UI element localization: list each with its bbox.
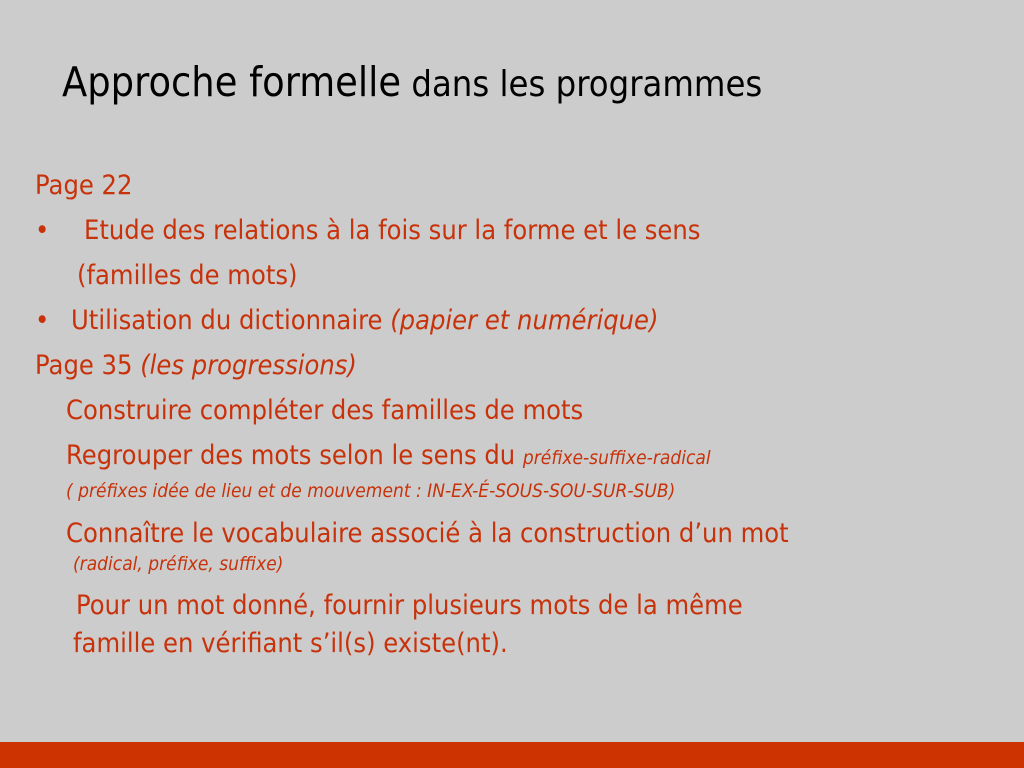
- page35-italic: (les progressions): [140, 350, 357, 381]
- item-pour-un-mot-line2: famille en vérifiant s’il(s) existe(nt).: [73, 628, 508, 659]
- item-regrouper-text: Regrouper des mots selon le sens du: [66, 440, 523, 471]
- bullet2-marker: •: [35, 305, 50, 336]
- bullet2-italic: (papier et numérique): [390, 305, 659, 336]
- bullet2-line: [71, 307, 658, 334]
- slide-title-rest: dans les programmes: [401, 64, 763, 105]
- slide-title: [62, 58, 763, 106]
- item-connaitre: Connaître le vocabulaire associé à la construction d’un mot: [66, 518, 789, 549]
- bottom-accent-bar: [0, 742, 1024, 768]
- page35-label: Page 35: [35, 350, 141, 381]
- page35-line: [35, 352, 357, 379]
- bullet1-continuation: (familles de mots): [77, 260, 298, 291]
- page22-label: Page 22: [35, 170, 133, 201]
- bullet1-marker: •: [35, 215, 50, 246]
- bullet2-text: Utilisation du dictionnaire: [71, 305, 391, 336]
- slide-title-main: Approche formelle: [62, 58, 402, 106]
- item-regrouper-italic: préfixe-suffixe-radical: [522, 447, 711, 469]
- item-regrouper: [66, 442, 711, 469]
- bullet1-text: Etude des relations à la fois sur la forme et le sens: [84, 215, 701, 246]
- item-construire: Construire compléter des familles de mots: [66, 395, 584, 426]
- item-connaitre-note: (radical, préfixe, suffixe): [73, 553, 284, 575]
- item-pour-un-mot-line1: Pour un mot donné, fournir plusieurs mots de la même: [76, 590, 743, 621]
- item-regrouper-note: ( préfixes idée de lieu et de mouvement : IN-EX-É-SOUS-SOU-SUR-SUB): [66, 480, 676, 502]
